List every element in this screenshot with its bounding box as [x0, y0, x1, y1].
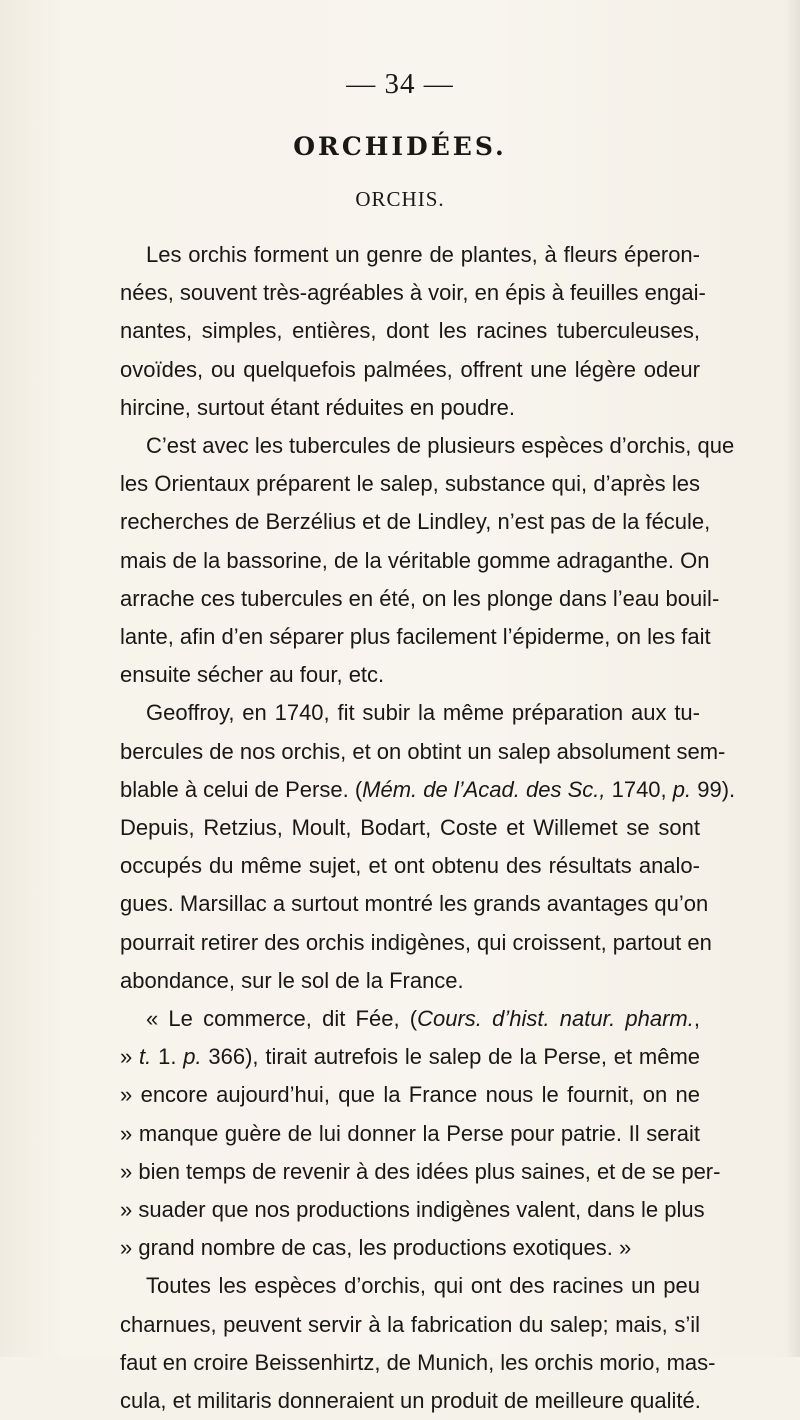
text-line-with-citation	[120, 771, 736, 809]
text-fragment: « Le commerce, dit Fée,	[146, 1006, 410, 1032]
text-line: faut en croire Beissenhirtz, de Munich, les orchis morio, mas-	[120, 1349, 716, 1375]
text-line: pourrait retirer des orchis indigènes, qui croissent, partout en	[120, 929, 712, 955]
text-line: nantes, simples, entières, dont les racines tuberculeuses,	[120, 318, 700, 344]
text-fragment: 366), tirait autrefois le salep de la Perse, et même	[201, 1044, 701, 1070]
section-title: ORCHIDÉES.	[293, 132, 507, 161]
text-line: gues. Marsillac a surtout montré les grands avantages qu’on	[120, 891, 709, 917]
text-line-with-citation	[120, 1038, 700, 1076]
text-fragment: blable à celui de Perse.	[120, 776, 349, 802]
text-line: ensuite sécher au four, etc.	[120, 662, 385, 688]
text-line: » grand nombre de cas, les productions exotiques. »	[120, 1235, 632, 1261]
text-line: » bien temps de revenir à des idées plus saines, et de se per-	[120, 1158, 721, 1184]
text-line: cula, et militaris donneraient un produit de meilleure qualité.	[120, 1388, 701, 1414]
text-line: ovoïdes, ou quelquefois palmées, offrent une légère odeur	[120, 356, 700, 382]
text-line: occupés du même sujet, et ont obtenu des résultats analo-	[120, 853, 700, 879]
text-line: » encore aujourd’hui, que la France nous le fournit, on ne	[120, 1082, 700, 1108]
quote-mark: »	[120, 1044, 140, 1070]
text-line: arrache ces tubercules en été, on les plonge dans l’eau bouil-	[120, 585, 720, 611]
text-line: recherches de Berzélius et de Lindley, n’est pas de la fécule,	[120, 509, 711, 535]
citation-plain: 1.	[151, 1044, 184, 1070]
text-line: lante, afin d’en séparer plus facilement l’épiderme, on les fait	[120, 624, 711, 650]
text-line: » suader que nos productions indigènes valent, dans le plus	[120, 1197, 705, 1223]
page-number: — 34 —	[346, 68, 454, 100]
citation-close: 99).	[691, 776, 736, 802]
text-line: abondance, sur le sol de la France.	[120, 967, 464, 993]
text-line: nées, souvent très-agréables à voir, en épis à feuilles engai-	[120, 280, 706, 306]
page-edge-shadow	[786, 0, 800, 1357]
text-line: mais de la bassorine, de la véritable gomme adraganthe. On	[120, 547, 710, 573]
citation-comma: ,	[693, 1006, 700, 1032]
body-text	[120, 236, 736, 1420]
text-line-with-citation	[120, 1000, 700, 1038]
text-line: Depuis, Retzius, Moult, Bodart, Coste et Willemet se sont	[120, 815, 700, 841]
citation-italic-page: p.	[183, 1044, 202, 1070]
citation-italic-page: p.	[672, 776, 692, 802]
text-line: C’est avec les tubercules de plusieurs espèces d’orchis, que	[146, 433, 735, 459]
subsection-title: ORCHIS.	[355, 187, 445, 211]
text-line: charnues, peuvent servir à la fabrication du salep; mais, s’il	[120, 1311, 700, 1337]
citation-italic: Cours. d’hist. natur. pharm.	[417, 1006, 694, 1032]
text-line: les Orientaux préparent le salep, substance qui, d’après les	[120, 471, 700, 497]
text-line: hircine, surtout étant réduites en poudre.	[120, 394, 516, 420]
text-line: Geoffroy, en 1740, fit subir la même préparation aux tu-	[146, 700, 700, 726]
text-line: Toutes les espèces d’orchis, qui ont des racines un peu	[146, 1273, 700, 1299]
text-line: bercules de nos orchis, et on obtint un salep absolument sem-	[120, 738, 726, 764]
text-line: Les orchis forment un genre de plantes, à fleurs éperon-	[146, 242, 700, 267]
citation-italic: Mém. de l’Acad. des Sc.,	[362, 776, 606, 802]
citation-open: (	[354, 776, 363, 802]
citation-italic-tome: t.	[139, 1044, 152, 1070]
citation-open: (	[409, 1006, 418, 1032]
text-line: » manque guère de lui donner la Perse pour patrie. Il serait	[120, 1120, 700, 1146]
citation-plain: 1740,	[605, 776, 673, 802]
